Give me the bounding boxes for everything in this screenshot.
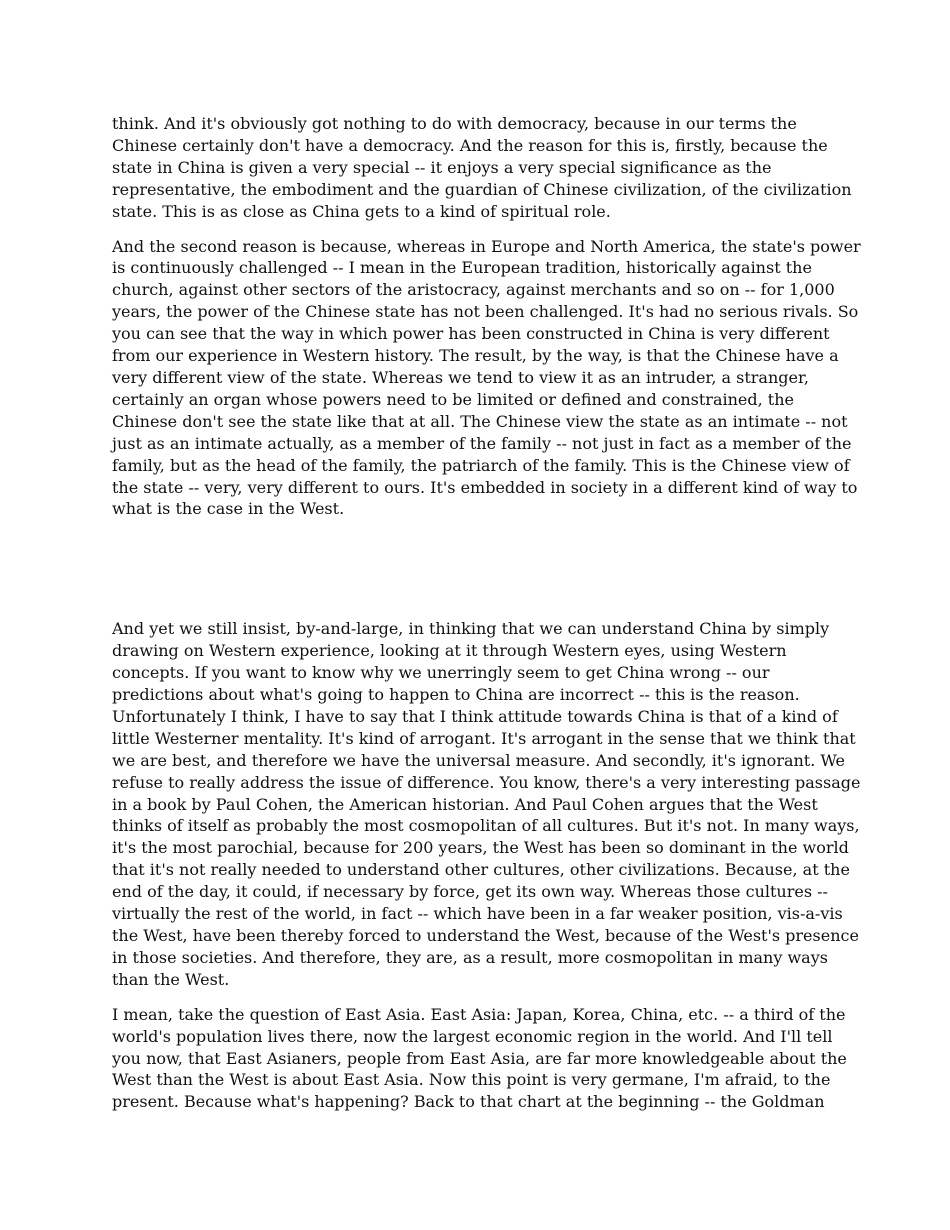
text-line: And the second reason is because, whereas in Europe and North America, the state's power <box>112 236 861 256</box>
text-line: in a book by Paul Cohen, the American historian. And Paul Cohen argues that the West <box>112 794 818 814</box>
text-line: in those societies. And therefore, they are, as a result, more cosmopolitan in many ways <box>112 947 828 967</box>
text-line: the West, have been thereby forced to understand the West, because of the West's presence <box>112 926 859 945</box>
text-line: present. Because what's happening? Back to that chart at the beginning -- the Goldman <box>112 1092 825 1112</box>
paragraph-2 <box>112 236 861 521</box>
text-line: you can see that the way in which power has been constructed in China is very different <box>112 324 830 344</box>
text-line: Unfortunately I think, I have to say that I think attitude towards China is that of a kind of <box>112 706 838 726</box>
text-line: you now, that East Asianers, people from East Asia, are far more knowledgeable about the <box>112 1048 847 1068</box>
text-line: certainly an organ whose powers need to be limited or defined and constrained, the <box>112 389 794 409</box>
paragraph-1 <box>112 113 852 223</box>
text-line: end of the day, it could, if necessary by force, get its own way. Whereas those cultures -- <box>112 882 828 902</box>
text-line: Chinese don't see the state like that at all. The Chinese view the state as an intimate -- not <box>112 411 848 431</box>
text-line: church, against other sectors of the aristocracy, against merchants and so on -- for 1,000 <box>112 280 835 300</box>
text-line: I mean, take the question of East Asia. East Asia: Japan, Korea, China, etc. -- a third of the <box>112 1004 846 1024</box>
text-line: world's population lives there, now the largest economic region in the world. And I'll tell <box>112 1026 833 1046</box>
text-line: state. This is as close as China gets to a kind of spiritual role. <box>112 201 611 221</box>
text-line: family, but as the head of the family, the patriarch of the family. This is the Chinese view of <box>112 455 850 475</box>
text-line: from our experience in Western history. The result, by the way, is that the Chinese have a <box>112 346 839 366</box>
text-line: the state -- very, very different to ours. It's embedded in society in a different kind of way to <box>112 477 858 497</box>
text-line: very different view of the state. Whereas we tend to view it as an intruder, a stranger, <box>112 367 809 387</box>
text-line: Chinese certainly don't have a democracy. And the reason for this is, firstly, because the <box>112 135 828 155</box>
text-line: predictions about what's going to happen to China are incorrect -- this is the reason. <box>112 685 800 705</box>
text-line: concepts. If you want to know why we unerringly seem to get China wrong -- our <box>112 663 770 683</box>
text-line: think. And it's obviously got nothing to do with democracy, because in our terms the <box>112 114 797 133</box>
text-line: what is the case in the West. <box>112 499 345 519</box>
text-line: thinks of itself as probably the most cosmopolitan of all cultures. But it's not. In many ways, <box>112 816 860 836</box>
text-line: representative, the embodiment and the guardian of Chinese civilization, of the civilization <box>112 179 852 199</box>
text-line: refuse to really address the issue of difference. You know, there's a very interesting passage <box>112 772 861 792</box>
text-line: drawing on Western experience, looking at it through Western eyes, using Western <box>112 641 787 661</box>
text-line: West than the West is about East Asia. Now this point is very germane, I'm afraid, to the <box>112 1070 831 1090</box>
text-line: it's the most parochial, because for 200 years, the West has been so dominant in the world <box>112 838 849 858</box>
paragraph-3 <box>112 618 861 990</box>
text-line: than the West. <box>112 969 230 989</box>
text-line: is continuously challenged -- I mean in the European tradition, historically against the <box>112 258 812 278</box>
document-page <box>112 113 861 1126</box>
paragraph-4 <box>112 1004 847 1114</box>
text-line: virtually the rest of the world, in fact -- which have been in a far weaker position, vis-a-vis <box>112 904 843 924</box>
text-line: And yet we still insist, by-and-large, in thinking that we can understand China by simply <box>112 619 830 639</box>
text-line: little Westerner mentality. It's kind of arrogant. It's arrogant in the sense that we think that <box>112 728 856 748</box>
blank-space <box>112 533 842 618</box>
text-line: state in China is given a very special -- it enjoys a very special significance as the <box>112 157 772 177</box>
text-line: that it's not really needed to understand other cultures, other civilizations. Because, at the <box>112 860 850 880</box>
text-line: years, the power of the Chinese state has not been challenged. It's had no serious rivals. So <box>112 302 859 322</box>
text-line: just as an intimate actually, as a member of the family -- not just in fact as a member of the <box>112 433 852 453</box>
text-line: we are best, and therefore we have the universal measure. And secondly, it's ignorant. We <box>112 750 846 770</box>
